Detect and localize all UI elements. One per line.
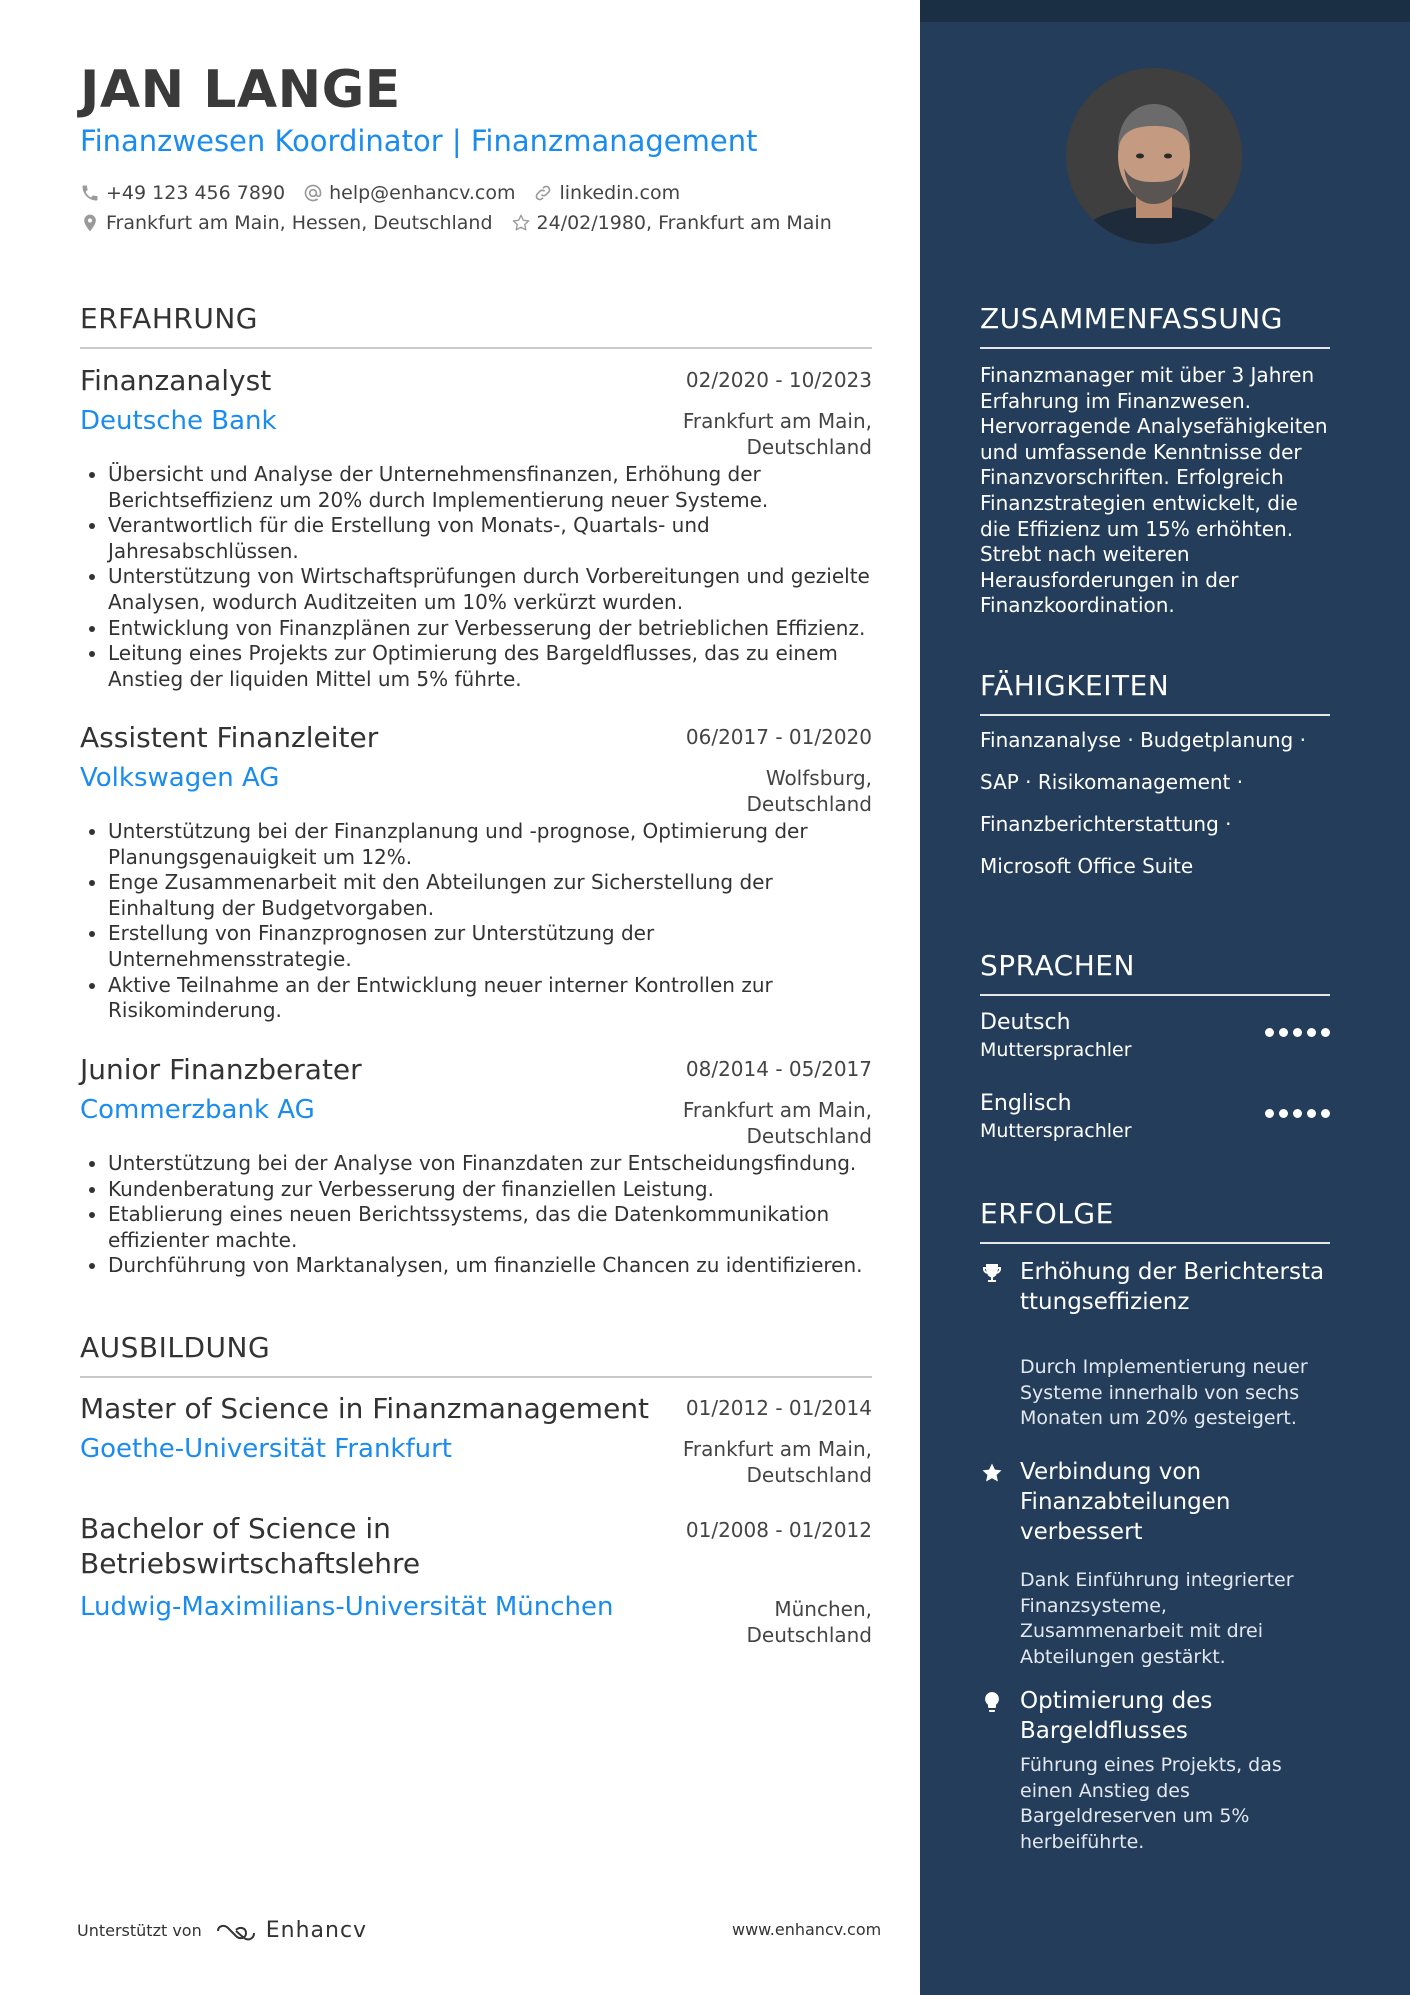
birth-text: 24/02/1980, Frankfurt am Main — [536, 212, 832, 234]
bullet-item: • Durchführung von Marktanalysen, um finanzielle Chancen zu identifizieren. — [108, 1253, 872, 1279]
contact-row-2 — [80, 212, 850, 234]
language-level: Muttersprachler — [980, 1039, 1132, 1061]
job-location-line: Deutschland — [746, 435, 872, 459]
school-location-line: Deutschland — [746, 1463, 872, 1487]
education-heading — [80, 1331, 872, 1364]
job-dates: 08/2014 - 05/2017 — [685, 1057, 872, 1081]
school-location-line: Deutschland — [746, 1623, 872, 1647]
degree-title-line: Bachelor of Science in — [80, 1512, 391, 1545]
job-location-line: Deutschland — [746, 1124, 872, 1148]
bullet-item: • Erstellung von Finanzprognosen zur Unterstützung der Unternehmensstrategie. — [108, 921, 872, 972]
job-location-line: Frankfurt am Main, — [682, 1098, 872, 1122]
school-location — [683, 1436, 872, 1488]
contact-linkedin[interactable] — [533, 182, 680, 204]
divider — [980, 994, 1330, 996]
bullet-item: • Entwicklung von Finanzplänen zur Verbesserung der betrieblichen Effizienz. — [108, 616, 872, 642]
phone-icon — [80, 183, 100, 203]
skills-row: Finanzberichterstattung · — [980, 812, 1232, 836]
job-title: Assistent Finanzleiter — [80, 721, 379, 754]
achievement-title: Erhöhung der Berichterstattungseffizienz — [1020, 1259, 1325, 1315]
job-dates: 02/2020 - 10/2023 — [685, 368, 872, 392]
experience-heading — [80, 302, 872, 335]
bullet-item: • Unterstützung bei der Finanzplanung und -prognose, Optimierung der Planungsgenauigkeit um 12%. — [108, 819, 872, 870]
bullet-item: • Leitung eines Projekts zur Optimierung des Bargeldflusses, das zu einem Anstieg der liquiden Mittel um 5% führte. — [108, 641, 872, 692]
job-bullets — [80, 819, 872, 1024]
email-text[interactable]: help@enhancv.com — [329, 182, 516, 204]
contact-location — [80, 212, 493, 234]
rating-dot — [1279, 1028, 1288, 1037]
language-name: Deutsch — [980, 1010, 1071, 1035]
divider — [980, 1242, 1330, 1244]
education-dates: 01/2012 - 01/2014 — [685, 1396, 872, 1420]
language-item — [980, 1010, 1330, 1061]
languages-heading-text: SPRACHEN — [980, 949, 1135, 982]
rating-dot — [1321, 1109, 1330, 1118]
job-bullets — [80, 462, 872, 692]
achievement-description: Dank Einführung integrierter Finanzsysteme, Zusammenarbeit mit drei Abteilungen gestärkt. — [1020, 1569, 1294, 1668]
school-location-line: Frankfurt am Main, — [682, 1437, 872, 1461]
enhancv-brand-text: Enhancv — [265, 1918, 368, 1943]
languages-heading — [980, 949, 1330, 982]
school-location-line: München, — [774, 1597, 872, 1621]
footer-url[interactable]: www.enhancv.com — [732, 1920, 882, 1939]
at-icon — [303, 183, 323, 203]
bullet-item: • Etablierung eines neuen Berichtssystems, das die Datenkommunikation effizienter machte. — [108, 1202, 872, 1253]
candidate-title: Finanzwesen Koordinator | Finanzmanagement — [80, 124, 758, 158]
language-rating — [1260, 1109, 1330, 1118]
contact-phone — [80, 182, 285, 204]
school-name: Goethe-Universität Frankfurt — [80, 1434, 452, 1464]
bullet-item: • Kundenberatung zur Verbesserung der finanziellen Leistung. — [108, 1177, 872, 1203]
divider — [80, 347, 872, 349]
rating-dot — [1265, 1028, 1274, 1037]
degree-title-line: Betriebswirtschaftslehre — [80, 1547, 421, 1580]
company-name: Deutsche Bank — [80, 406, 277, 436]
skills-list — [980, 728, 1330, 896]
achievements-heading-text: ERFOLGE — [980, 1197, 1114, 1230]
enhancv-logo-icon — [214, 1919, 260, 1943]
bullet-item: • Unterstützung von Wirtschaftsprüfungen durch Vorbereitungen und gezielte Analysen, wodurch Auditzeiten um 10% verkürzt wurden. — [108, 564, 872, 615]
job-dates: 06/2017 - 01/2020 — [685, 725, 872, 749]
avatar — [1066, 68, 1242, 244]
degree-title: Master of Science in Finanzmanagement — [80, 1392, 650, 1425]
summary-heading — [980, 302, 1330, 335]
footer-powered-by — [77, 1918, 367, 1943]
language-item — [980, 1091, 1330, 1142]
phone-text: +49 123 456 7890 — [106, 182, 286, 204]
achievements-heading — [980, 1197, 1330, 1230]
rating-dot — [1307, 1109, 1316, 1118]
powered-by-text: Unterstützt von — [77, 1921, 202, 1940]
bullet-item: • Aktive Teilnahme an der Entwicklung neuer interner Kontrollen zur Risikominderung. — [108, 973, 872, 1024]
sidebar-top-bar — [920, 0, 1410, 22]
profile-photo — [1066, 68, 1242, 244]
bullet-item: • Verantwortlich für die Erstellung von Monats-, Quartals- und Jahresabschlüssen. — [108, 513, 872, 564]
candidate-name: JAN LANGE — [80, 60, 401, 120]
enhancv-logo[interactable] — [214, 1918, 367, 1943]
company-name: Commerzbank AG — [80, 1095, 315, 1125]
sidebar — [920, 0, 1410, 1995]
school-name: Ludwig-Maximilians-Universität München — [80, 1592, 614, 1622]
job-bullets — [80, 1151, 872, 1279]
bullet-item: • Enge Zusammenarbeit mit den Abteilungen zur Sicherstellung der Einhaltung der Budgetvorgaben. — [108, 870, 872, 921]
achievement-title: Verbindung von Finanzabteilungen verbessert — [1020, 1459, 1231, 1545]
rating-dot — [1279, 1109, 1288, 1118]
divider — [980, 714, 1330, 716]
rating-dot — [1321, 1028, 1330, 1037]
education-dates: 01/2008 - 01/2012 — [685, 1518, 872, 1542]
rating-dot — [1307, 1028, 1316, 1037]
summary-heading-text: ZUSAMMENFASSUNG — [980, 302, 1283, 335]
rating-dot — [1265, 1109, 1274, 1118]
skills-row: Finanzanalyse · Budgetplanung · — [980, 728, 1306, 752]
job-title: Junior Finanzberater — [80, 1053, 362, 1086]
skills-heading — [980, 669, 1330, 702]
job-location-line: Frankfurt am Main, — [682, 409, 872, 433]
company-name: Volkswagen AG — [80, 763, 280, 793]
achievement-description: Führung eines Projekts, das einen Anstieg des Bargeldreserven um 5% herbeiführte. — [1020, 1754, 1282, 1853]
language-name: Englisch — [980, 1091, 1072, 1116]
school-location — [747, 1596, 873, 1648]
divider — [980, 347, 1330, 349]
link-icon — [533, 183, 553, 203]
language-rating — [1260, 1028, 1330, 1037]
skills-row: SAP · Risikomanagement · — [980, 770, 1244, 794]
bullet-item: • Übersicht und Analyse der Unternehmensfinanzen, Erhöhung der Berichtseffizienz um 20% durch Implementierung neuer Systeme. — [108, 462, 872, 513]
job-location — [747, 765, 873, 817]
divider — [80, 1376, 872, 1378]
experience-heading-text: ERFAHRUNG — [80, 302, 258, 335]
contact-birth — [511, 212, 832, 234]
star-outline-icon — [511, 213, 531, 233]
lightbulb-icon — [980, 1690, 1004, 1714]
job-location — [683, 408, 872, 460]
rating-dot — [1293, 1109, 1302, 1118]
rating-dot — [1293, 1028, 1302, 1037]
location-pin-icon — [80, 213, 100, 233]
achievement-description: Durch Implementierung neuer Systeme innerhalb von sechs Monaten um 20% gesteigert. — [1020, 1356, 1308, 1429]
trophy-icon — [980, 1261, 1004, 1285]
job-title: Finanzanalyst — [80, 364, 272, 397]
job-location-line: Wolfsburg, — [765, 766, 872, 790]
linkedin-text[interactable]: linkedin.com — [559, 182, 681, 204]
skills-heading-text: FÄHIGKEITEN — [980, 669, 1170, 702]
achievement-title: Optimierung des Bargeldflusses — [1020, 1688, 1213, 1744]
summary-text: Finanzmanager mit über 3 Jahren Erfahrung im Finanzwesen. Hervorragende Analysefähigkeiten und umfassende Kenntnisse der Finanzvorschriften. Erfolgreich Finanzstrategien entwickelt, die die Effizienz um 15% erhöhten. Strebt nach weiteren Herausforderungen in der Finanzkoordination. — [980, 363, 1328, 618]
skills-row: Microsoft Office Suite — [980, 854, 1194, 878]
contact-email[interactable] — [303, 182, 515, 204]
education-heading-text: AUSBILDUNG — [80, 1331, 271, 1364]
bullet-item: • Unterstützung bei der Analyse von Finanzdaten zur Entscheidungsfindung. — [108, 1151, 872, 1177]
job-location — [683, 1097, 872, 1149]
star-icon — [980, 1461, 1004, 1485]
degree-title — [80, 1511, 420, 1581]
job-location-line: Deutschland — [746, 792, 872, 816]
contact-row-1 — [80, 182, 698, 204]
location-text: Frankfurt am Main, Hessen, Deutschland — [106, 212, 493, 234]
language-level: Muttersprachler — [980, 1120, 1132, 1142]
